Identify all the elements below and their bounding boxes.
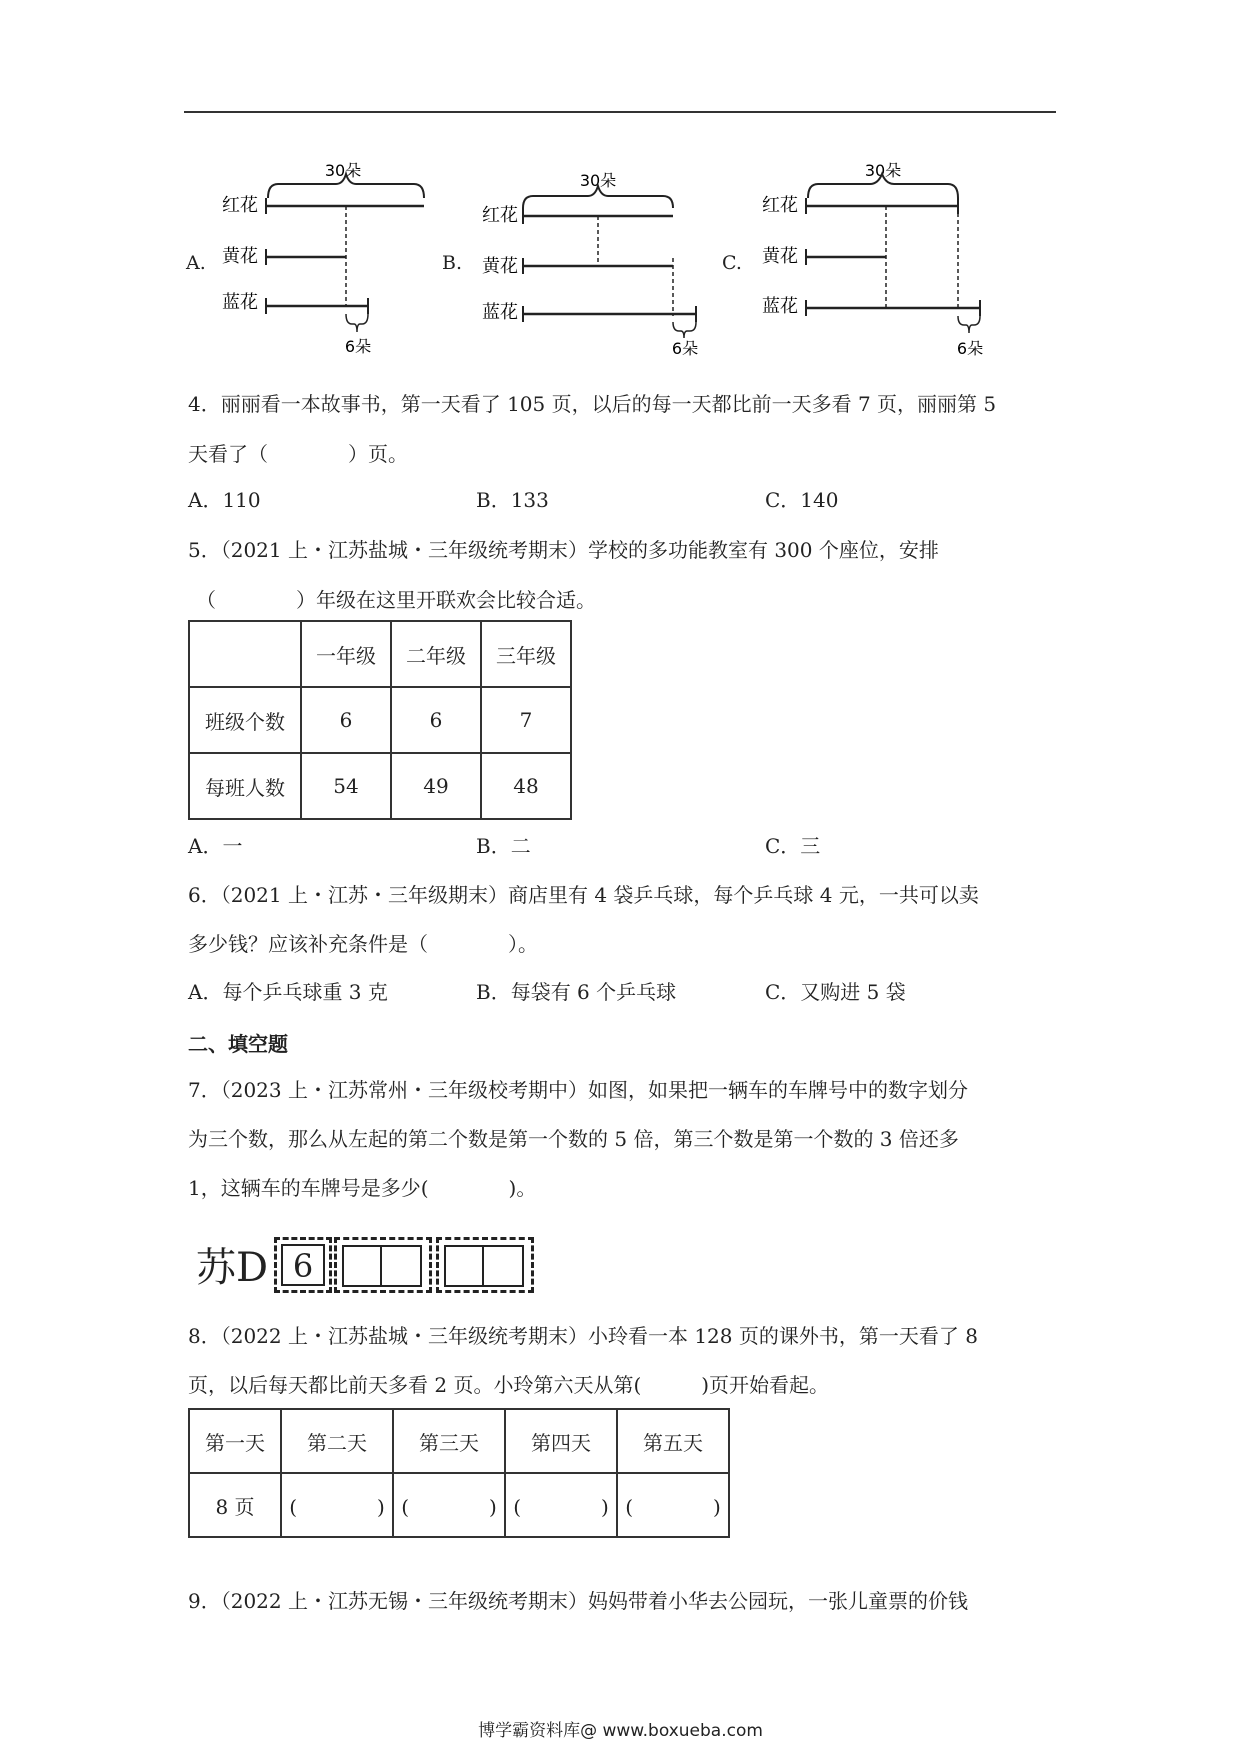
plate-group-1 [274, 1237, 332, 1293]
plate-group-3[interactable] [436, 1237, 534, 1293]
table-header-cell: 三年级 [481, 621, 571, 687]
q6-text-line1: 6．（2021 上・江苏・三年级期末）商店里有 4 袋乒乓球，每个乒乓球 4 元，一共可以卖 [188, 883, 979, 907]
q4-text-line1: 4．丽丽看一本故事书，第一天看了 105 页，以后的每一天都比前一天多看 7 页，丽丽第 5 [188, 392, 997, 416]
total-label: 30朵 [579, 171, 617, 190]
table-header-cell: 第一天 [189, 1409, 281, 1473]
row-red: 红花 [762, 195, 798, 216]
diff-label: 6朵 [344, 337, 372, 356]
total-label: 30朵 [324, 161, 362, 180]
answer-blank[interactable]: ( ) [617, 1473, 729, 1537]
table-header-cell: 第四天 [505, 1409, 617, 1473]
table-cell: 班级个数 [189, 687, 301, 753]
table-cell: 49 [391, 753, 481, 819]
row-red: 红花 [222, 195, 258, 216]
q4-option-b[interactable]: B．133 [476, 488, 549, 512]
q7-text-line3: 1，这辆车的车牌号是多少( )。 [188, 1176, 537, 1200]
table-cell: 48 [481, 753, 571, 819]
table-cell: 6 [391, 687, 481, 753]
option-label: A. [186, 252, 206, 274]
answer-blank[interactable]: ( ) [281, 1473, 393, 1537]
header-rule [184, 111, 1056, 113]
q8-table [188, 1408, 730, 1538]
plate-digit: 6 [281, 1244, 325, 1286]
row-blue: 蓝花 [762, 296, 798, 317]
footer-source: 博学霸资料库@ www.boxueba.com [478, 1721, 763, 1741]
q6-option-c[interactable]: C．又购进 5 袋 [765, 980, 906, 1004]
table-cell: 54 [301, 753, 391, 819]
table-header-row [189, 1409, 729, 1473]
row-yellow: 黄花 [222, 246, 258, 267]
q5-option-b[interactable]: B．二 [476, 834, 531, 858]
table-header-cell: 二年级 [391, 621, 481, 687]
plate-digit-blank[interactable] [482, 1245, 524, 1287]
q4-text-line2: 天看了（ ）页。 [188, 442, 408, 466]
row-blue: 蓝花 [482, 302, 518, 323]
plate-digit-blank[interactable] [342, 1245, 382, 1287]
section-heading: 二、填空题 [188, 1032, 288, 1056]
table-corner-cell [189, 621, 301, 687]
option-label: B. [442, 252, 463, 274]
q7-text-line1: 7．（2023 上・江苏常州・三年级校考期中）如图，如果把一辆车的车牌号中的数字划分 [188, 1078, 968, 1102]
q4-option-c[interactable]: C．140 [765, 488, 839, 512]
q4-option-a[interactable]: A．110 [188, 488, 261, 512]
q5-table [188, 620, 572, 820]
row-yellow: 黄花 [482, 256, 518, 277]
option-label: C. [722, 252, 742, 274]
answer-blank[interactable]: ( ) [505, 1473, 617, 1537]
table-cell: 7 [481, 687, 571, 753]
table-cell: 6 [301, 687, 391, 753]
table-row [189, 687, 571, 753]
table-header-cell: 第二天 [281, 1409, 393, 1473]
total-label: 30朵 [864, 161, 902, 180]
row-yellow: 黄花 [762, 246, 798, 267]
q6-option-a[interactable]: A．每个乒乓球重 3 克 [188, 980, 388, 1004]
table-header-row [189, 621, 571, 687]
q8-text-line1: 8．（2022 上・江苏盐城・三年级统考期末）小玲看一本 128 页的课外书，第一天看了 8 [188, 1324, 978, 1348]
row-blue: 蓝花 [222, 292, 258, 313]
table-cell: 8 页 [189, 1473, 281, 1537]
q6-text-line2: 多少钱？应该补充条件是（ ）。 [188, 932, 538, 956]
q8-text-line2: 页，以后每天都比前天多看 2 页。小玲第六天从第( )页开始看起。 [188, 1373, 830, 1397]
table-row [189, 1473, 729, 1537]
bar-diagram [218, 158, 438, 358]
plate-prefix: 苏D [196, 1245, 269, 1291]
plate-group-2[interactable] [334, 1237, 432, 1293]
plate-digit-blank[interactable] [444, 1245, 484, 1287]
table-header-cell: 一年级 [301, 621, 391, 687]
table-header-cell: 第三天 [393, 1409, 505, 1473]
q5-option-a[interactable]: A．一 [188, 834, 243, 858]
row-red: 红花 [482, 205, 518, 226]
q5-text-line2: （ ）年级在这里开联欢会比较合适。 [196, 588, 596, 612]
table-cell: 每班人数 [189, 753, 301, 819]
q6-option-b[interactable]: B．每袋有 6 个乒乓球 [476, 980, 677, 1004]
q5-option-c[interactable]: C．三 [765, 834, 821, 858]
q5-text-line1: 5．（2021 上・江苏盐城・三年级统考期末）学校的多功能教室有 300 个座位，安排 [188, 538, 939, 562]
bar-diagram [478, 168, 718, 358]
bar-diagram [758, 158, 1008, 358]
table-header-cell: 第五天 [617, 1409, 729, 1473]
diff-label: 6朵 [956, 339, 984, 358]
table-row [189, 753, 571, 819]
q7-text-line2: 为三个数，那么从左起的第二个数是第一个数的 5 倍，第三个数是第一个数的 3 倍还多 [188, 1127, 959, 1151]
q9-text-line1: 9．（2022 上・江苏无锡・三年级统考期末）妈妈带着小华去公园玩，一张儿童票的价钱 [188, 1589, 968, 1613]
answer-blank[interactable]: ( ) [393, 1473, 505, 1537]
diff-label: 6朵 [671, 339, 699, 358]
plate-digit-blank[interactable] [380, 1245, 422, 1287]
